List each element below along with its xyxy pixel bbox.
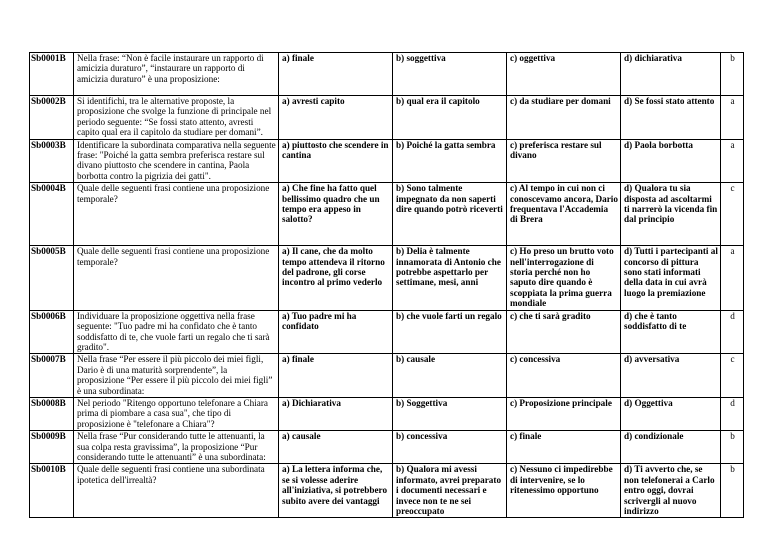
question-code: Sb0010B (30, 464, 74, 518)
option-a: a) avresti capito (279, 96, 393, 140)
option-b: b) Sono talmente impegnato da non saperti dire quando potrò riceverti (393, 183, 507, 246)
option-b: b) soggettiva (393, 53, 507, 96)
correct-answer: c (721, 354, 744, 398)
question-text: Quale delle seguenti frasi contiene una subordinata ipotetica dell'irrealtà? (74, 464, 279, 518)
correct-answer: a (721, 139, 744, 183)
correct-answer: d (721, 397, 744, 430)
table-row (30, 431, 744, 464)
table-row (30, 354, 744, 398)
table-row (30, 246, 744, 310)
option-a: a) causale (279, 431, 393, 464)
question-code: Sb0001B (30, 53, 74, 96)
option-a: a) Tuo padre mi ha confidato (279, 310, 393, 354)
question-code: Sb0002B (30, 96, 74, 140)
question-text: Quale delle seguenti frasi contiene una proposizione temporale? (74, 246, 279, 310)
correct-answer: a (721, 246, 744, 310)
correct-answer: a (721, 96, 744, 140)
option-d: d) condizionale (621, 431, 721, 464)
question-text: Nel periodo "Ritengo opportuno telefonare a Chiara prima di piombare a casa sua", che tipo di proposizione è "telefonare a Chiara"? (74, 397, 279, 430)
option-d: d) dichiarativa (621, 53, 721, 96)
question-text: Quale delle seguenti frasi contiene una proposizione temporale? (74, 183, 279, 246)
option-c: c) da studiare per domani (507, 96, 621, 140)
quiz-table (29, 52, 744, 518)
question-text: Nella frase: “Non è facile instaurare un rapporto di amicizia duraturo”, “instaurare un rapporto di amicizia duraturo” è una proposizione: (74, 53, 279, 96)
option-d: d) Se fossi stato attento (621, 96, 721, 140)
correct-answer: d (721, 310, 744, 354)
correct-answer: b (721, 464, 744, 518)
option-d: d) Ti avverto che, se non telefonerai a Carlo entro oggi, dovrai scrivergli al nuovo indirizzo (621, 464, 721, 518)
option-c: c) finale (507, 431, 621, 464)
option-c: c) concessiva (507, 354, 621, 398)
question-code: Sb0008B (30, 397, 74, 430)
option-c: c) Proposizione principale (507, 397, 621, 430)
quiz-table-body (30, 53, 744, 518)
question-text: Identificare la subordinata comparativa nella seguente frase: "Poiché la gatta sembra preferisca restare sul divano piuttosto che scendere in cantina, Paola borbotta contro la pigrizia dei gatti". (74, 139, 279, 183)
question-code: Sb0003B (30, 139, 74, 183)
question-text: Nella frase “Per essere il più piccolo dei miei figli, Dario è di una maturità sorprendente”, la proposizione “Per essere il più piccolo dei miei figli” è una subordinata: (74, 354, 279, 398)
question-text: Individuare la proposizione oggettiva nella frase seguente: "Tuo padre mi ha confidato che è tanto soddisfatto di te, che vuole farti un regalo che ti sarà gradito". (74, 310, 279, 354)
table-row (30, 397, 744, 430)
option-c: c) che ti sarà gradito (507, 310, 621, 354)
option-b: b) Poiché la gatta sembra (393, 139, 507, 183)
option-b: b) concessiva (393, 431, 507, 464)
option-c: c) Ho preso un brutto voto nell'interrogazione di storia perché non ho saputo dire quando è scoppiata la prima guerra mondiale (507, 246, 621, 310)
option-a: a) piuttosto che scendere in cantina (279, 139, 393, 183)
question-code: Sb0006B (30, 310, 74, 354)
table-row (30, 96, 744, 140)
option-b: b) Soggettiva (393, 397, 507, 430)
option-d: d) Qualora tu sia disposta ad ascoltarmi ti narrerò la vicenda fin dal principio (621, 183, 721, 246)
option-b: b) qual era il capitolo (393, 96, 507, 140)
question-text: Nella frase “Pur considerando tutte le attenuanti, la sua colpa resta gravissima”, la proposizione “Pur considerando tutte le attenuanti” è una subordinata: (74, 431, 279, 464)
correct-answer: b (721, 53, 744, 96)
question-code: Sb0005B (30, 246, 74, 310)
option-a: a) finale (279, 53, 393, 96)
option-c: c) Al tempo in cui non ci conoscevamo ancora, Dario frequentava l'Accademia di Brera (507, 183, 621, 246)
table-row (30, 464, 744, 518)
option-b: b) che vuole farti un regalo (393, 310, 507, 354)
option-c: c) oggettiva (507, 53, 621, 96)
option-a: a) Il cane, che da molto tempo attendeva il ritorno del padrone, gli corse incontro al primo vederlo (279, 246, 393, 310)
question-code: Sb0007B (30, 354, 74, 398)
correct-answer: c (721, 183, 744, 246)
table-row (30, 183, 744, 246)
option-a: a) La lettera informa che, se si volesse aderire all'iniziativa, si potrebbero subito avere dei vantaggi (279, 464, 393, 518)
option-b: b) Delia è talmente innamorata di Antonio che potrebbe aspettarlo per settimane, mesi, anni (393, 246, 507, 310)
option-a: a) Che fine ha fatto quel bellissimo quadro che un tempo era appeso in salotto? (279, 183, 393, 246)
table-row (30, 53, 744, 96)
table-row (30, 139, 744, 183)
question-code: Sb0004B (30, 183, 74, 246)
question-code: Sb0009B (30, 431, 74, 464)
option-c: c) preferisca restare sul divano (507, 139, 621, 183)
question-text: Si identifichi, tra le alternative proposte, la proposizione che svolge la funzione di principale nel periodo seguente: “Se fossi stato attento, avresti capito qual era il capitolo da studiare per domani”. (74, 96, 279, 140)
option-d: d) Paola borbotta (621, 139, 721, 183)
option-d: d) Oggettiva (621, 397, 721, 430)
table-row (30, 310, 744, 354)
option-a: a) Dichiarativa (279, 397, 393, 430)
option-d: d) che è tanto soddisfatto di te (621, 310, 721, 354)
option-a: a) finale (279, 354, 393, 398)
option-b: b) Qualora mi avessi informato, avrei preparato i documenti necessari e invece non te ne sei preoccupato (393, 464, 507, 518)
option-c: c) Nessuno ci impedirebbe di intervenire, se lo ritenessimo opportuno (507, 464, 621, 518)
option-d: d) avversativa (621, 354, 721, 398)
correct-answer: b (721, 431, 744, 464)
option-d: d) Tutti i partecipanti al concorso di pittura sono stati informati della data in cui avrà luogo la premiazione (621, 246, 721, 310)
option-b: b) causale (393, 354, 507, 398)
